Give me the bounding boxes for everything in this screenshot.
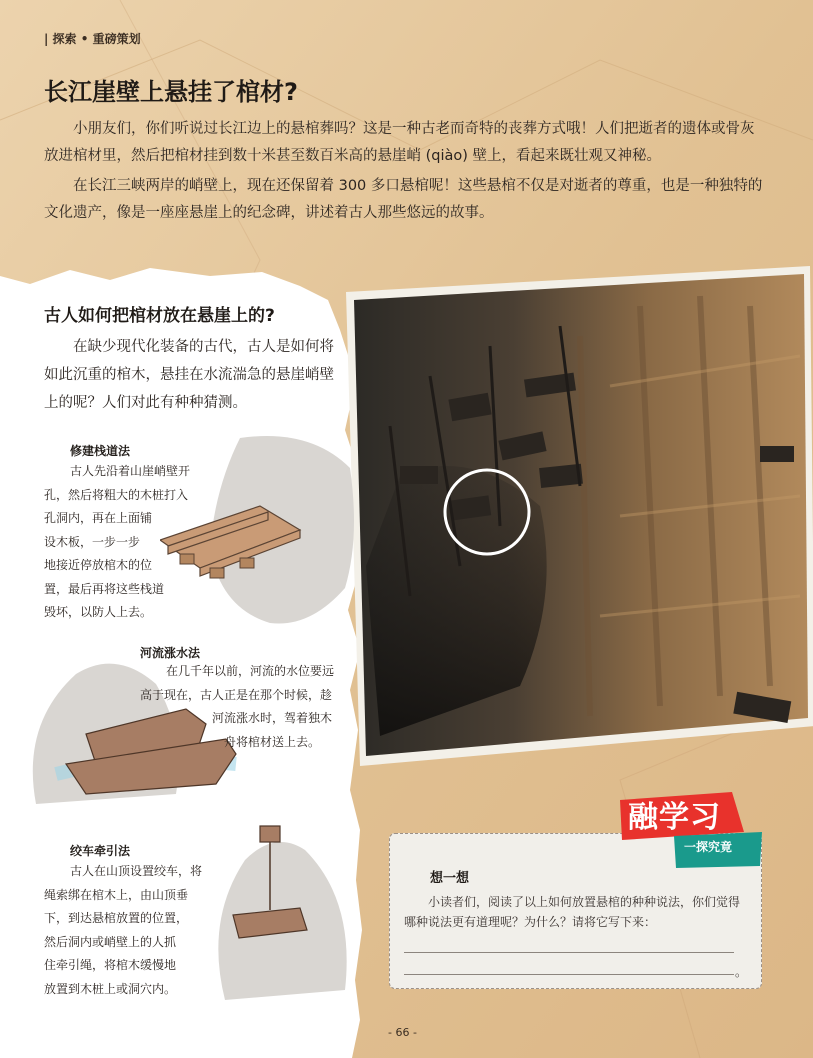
method-line: 孔，然后将粗大的木桩打入 (44, 487, 189, 502)
method-line: 地接近停放棺木的位 (44, 558, 153, 572)
method-line: 古人在山顶设置绞车，将 (70, 864, 203, 878)
method-line: 设木板，一步一步 (44, 534, 141, 549)
section-tag: | 探索 • 重磅策划 (44, 32, 141, 46)
intro-paragraph: 小朋友们，你们听说过长江边上的悬棺葬吗？这是一种古老而奇特的丧葬方式哦！人们把逝者的遗体或骨灰放进棺材里，然后把棺材挂到数十米甚至数百米高的悬崖峭 (qiào) 壁上，看起来既壮观又神秘。 (44, 121, 755, 164)
answer-line[interactable] (404, 952, 734, 953)
method-line: 住牵引绳，将棺木缓慢地 (44, 958, 177, 972)
method-body (44, 460, 191, 625)
method-title: 河流涨水法 (140, 646, 201, 660)
intro-paragraph: 在长江三峡两岸的峭壁上，现在还保留着 300 多口悬棺呢！这些悬棺不仅是对逝者的尊重，也是一种独特的文化遗产，像是一座座悬崖上的纪念碑，讲述着古人那些悠远的故事。 (44, 178, 763, 221)
method-line: 然后洞内或峭壁上的人抓 (44, 934, 177, 949)
method-line: 孔洞内，再在上面铺 (44, 511, 153, 525)
badge-title: 融学习 (628, 800, 721, 835)
method-body (140, 660, 334, 754)
method-title: 绞车牵引法 (70, 844, 131, 858)
method-title: 修建栈道法 (70, 444, 131, 458)
method-line: 绳索绑在棺木上，由山顶垂 (44, 887, 189, 902)
section-intro: 在缺少现代化装备的古代，古人是如何将如此沉重的棺木，悬挂在水流湍急的悬崖峭壁上的呢？人们对此有种种猜测。 (44, 339, 334, 411)
page-number: - 66 - (388, 1026, 417, 1039)
method-line: 古人先沿着山崖峭壁开 (70, 464, 191, 478)
method-line: 在几千年以前，河流的水位要远 (166, 664, 335, 678)
method-line: 毁坏，以防人上去。 (44, 605, 153, 619)
method-line: 置，最后再将这些栈道 (44, 581, 165, 596)
think-prompt: 小读者们，阅读了以上如何放置悬棺的种种说法，你们觉得哪种说法更有道理呢？为什么？请将它写下来： (404, 895, 741, 929)
method-line: 舟将棺材送上去。 (224, 734, 321, 749)
answer-line[interactable] (404, 974, 734, 975)
method-line: 高于现在，古人正是在那个时候，趁 (140, 687, 333, 702)
method-line: 河流涨水时，驾着独木 (212, 711, 333, 725)
think-title: 想一想 (430, 871, 470, 886)
page-title: 长江崖壁上悬挂了棺材? (44, 78, 298, 106)
section-subtitle: 古人如何把棺材放在悬崖上的? (44, 306, 275, 326)
method-line: 放置到木桩上或洞穴内。 (44, 981, 177, 996)
winch-illustration (195, 820, 360, 1005)
method-line: 下，到达悬棺放置的位置， (44, 911, 189, 925)
answer-end-mark: 。 (735, 965, 748, 979)
badge-subtitle: 一探究竟 (684, 840, 733, 854)
method-body (44, 860, 202, 1001)
learning-badge (614, 788, 764, 870)
